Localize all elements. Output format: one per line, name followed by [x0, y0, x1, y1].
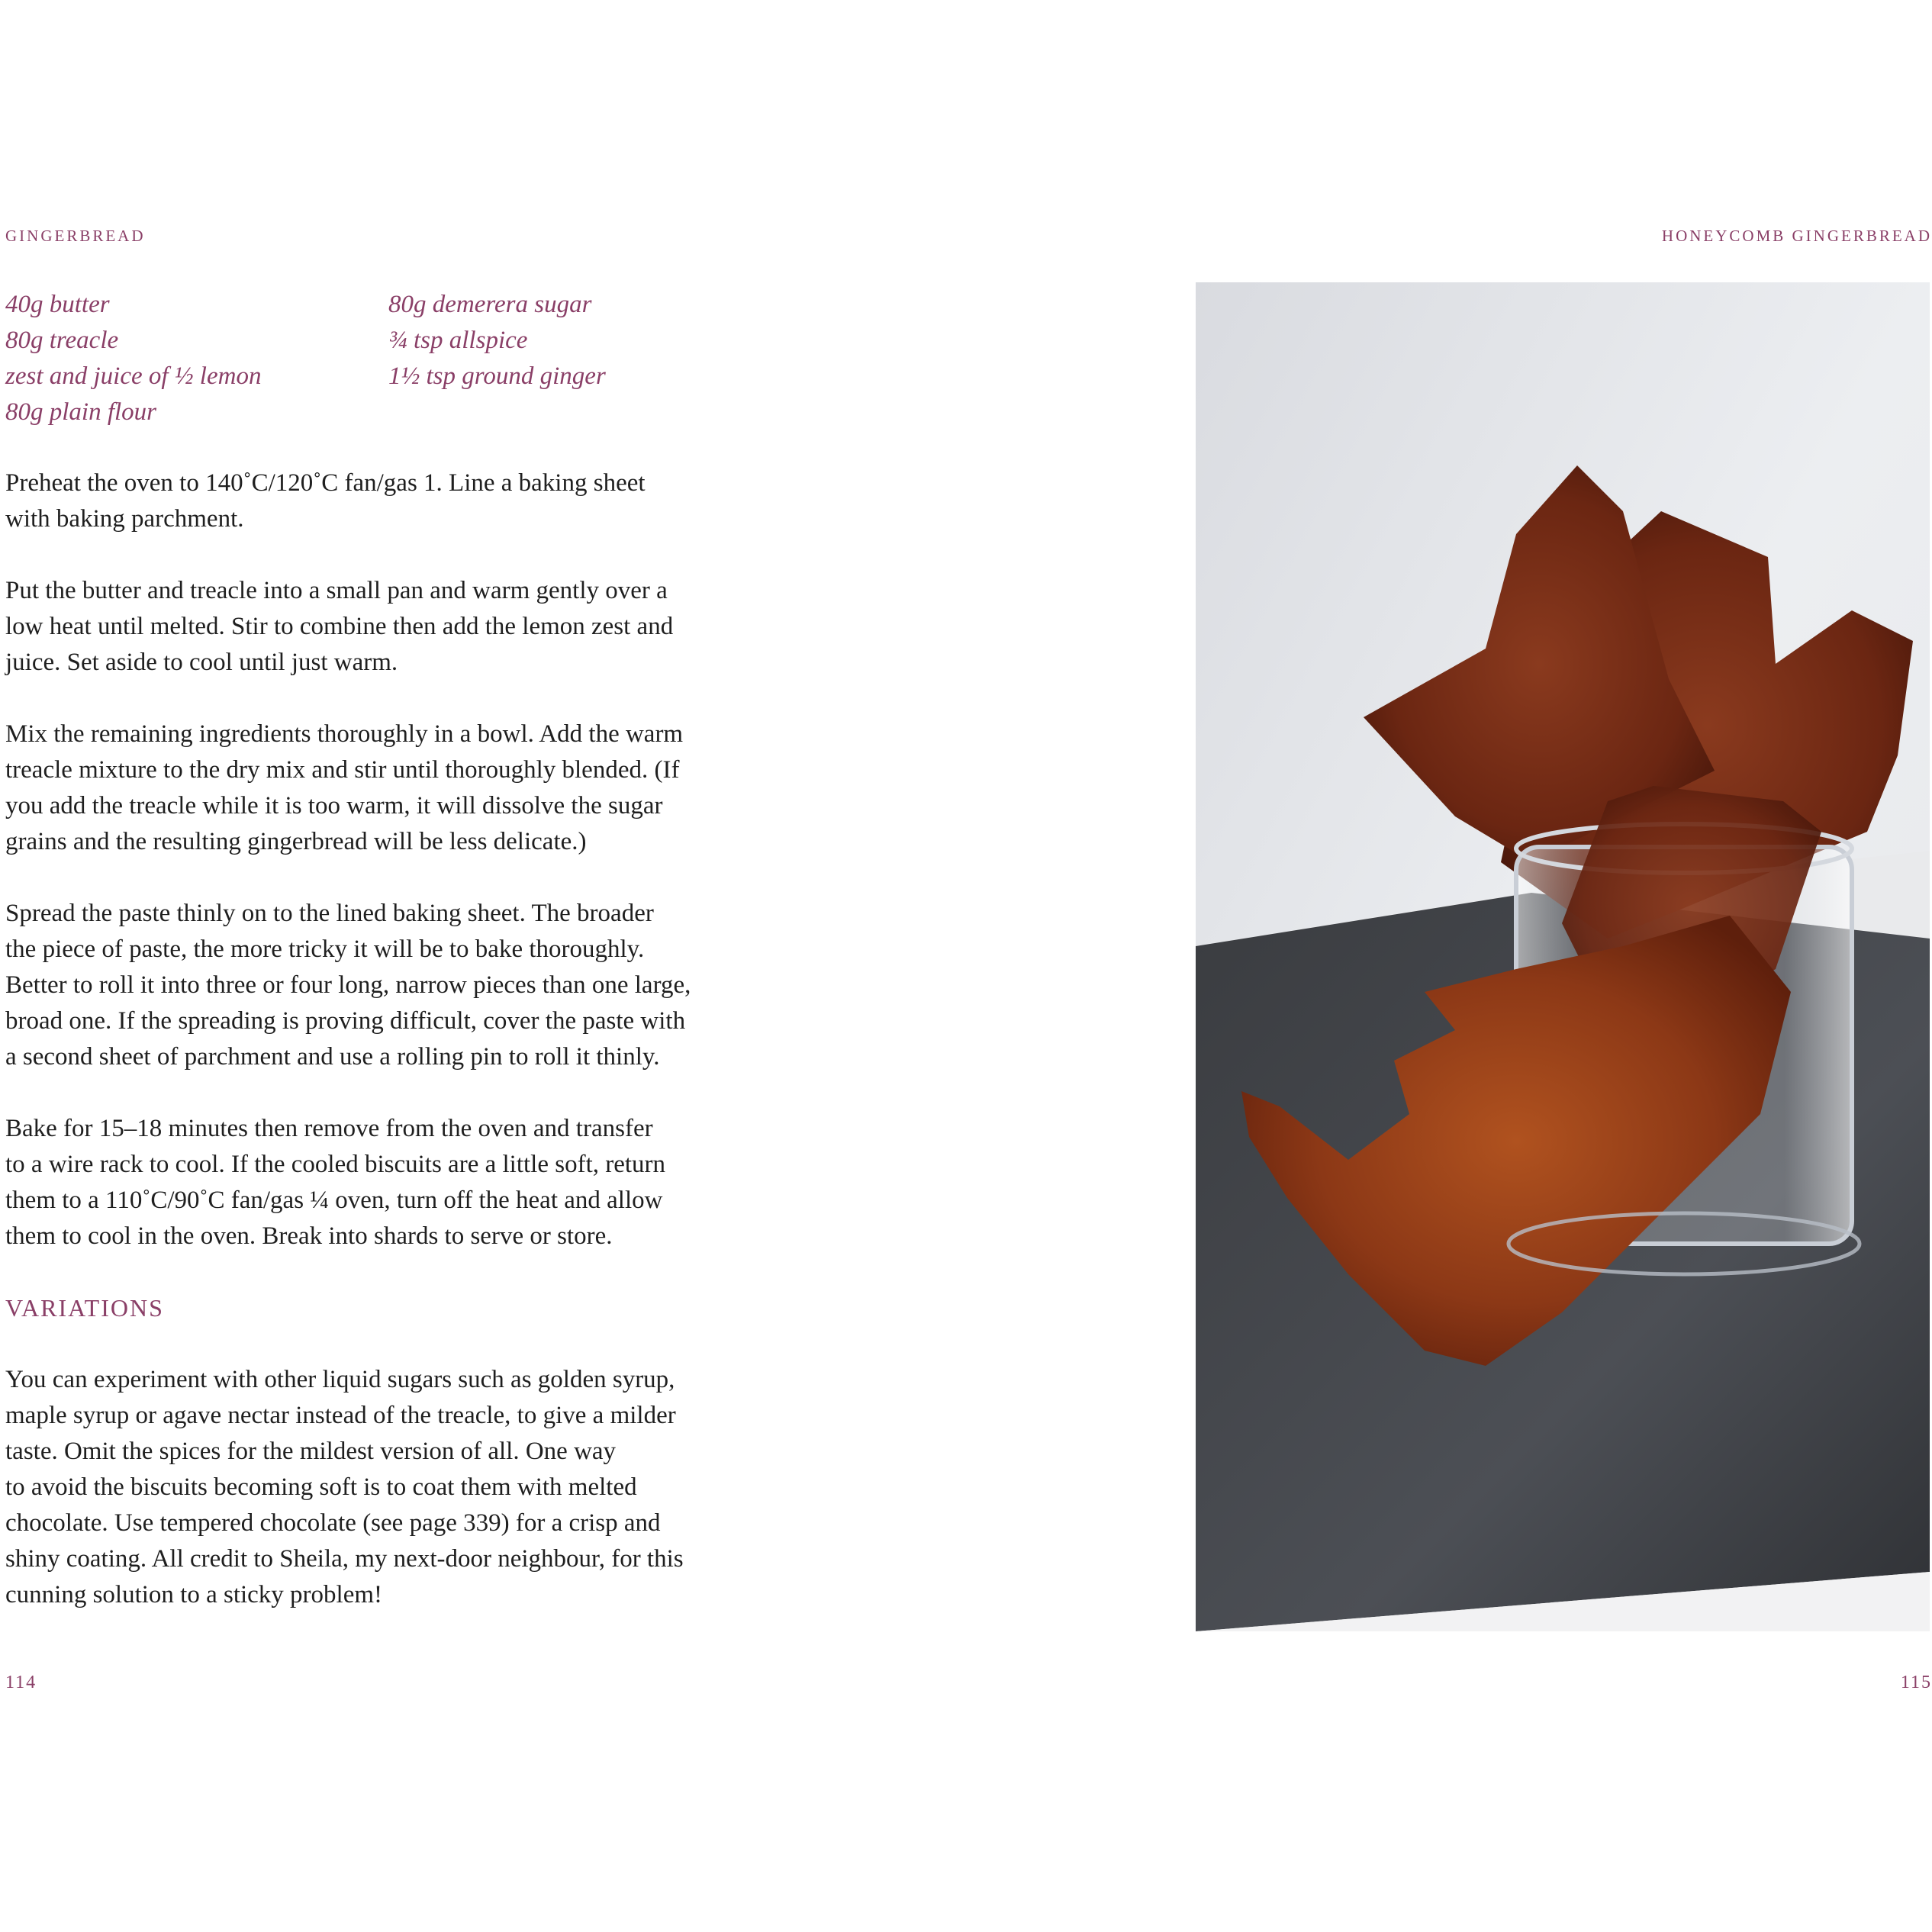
method-paragraph: Spread the paste thinly on to the lined baking sheet. The broader the piece of paste, the more tricky it will be to bake thoroughly. Better to roll it into three or four long, narrow pieces than one large, broad one. If the spreading is proving difficult, cover the paste with a second sheet of parchment and use a rolling pin to roll it thinly. — [5, 900, 691, 1071]
method-paragraph: Bake for 15–18 minutes then remove from the oven and transfer to a wire rack to cool. If the cooled biscuits are a little soft, return them to a 110˚C/90˚C fan/gas ¼ oven, turn off the heat and allow them to cool in the oven. Break into shards to serve or store. — [5, 1115, 666, 1250]
ingredient-item: zest and juice of ½ lemon — [5, 362, 262, 390]
variations-heading: VARIATIONS — [5, 1294, 164, 1322]
ingredients-column-1 — [5, 287, 261, 430]
method-text — [5, 465, 753, 1649]
ingredient-item: ¾ tsp allspice — [388, 327, 528, 354]
ingredient-item: 1½ tsp ground ginger — [388, 362, 606, 390]
running-head-left: GINGERBREAD — [5, 227, 146, 245]
method-paragraph: Mix the remaining ingredients thoroughly in a bowl. Add the warm treacle mixture to the dry mix and stir until thoroughly blended. (If you add the treacle while it is too warm, it will dissolve the sugar grains and the resulting gingerbread will be less delicate.) — [5, 720, 684, 855]
variations-paragraph: You can experiment with other liquid sugars such as golden syrup, maple syrup or agave nectar instead of the treacle, to give a milder taste. Omit the spices for the mildest version of all. One way to avoid the biscuits becoming soft is to coat them with melted chocolate. Use tempered chocolate (see page 339) for a crisp and shiny coating. All credit to Sheila, my next-door neighbour, for this cunning solution to a sticky problem! — [5, 1366, 684, 1608]
page-number-right: 115 — [1900, 1673, 1932, 1692]
ingredient-item: 40g butter — [5, 291, 110, 318]
ingredients-column-2 — [388, 287, 606, 394]
ingredient-item: 80g demerera sugar — [388, 291, 592, 318]
ingredient-item: 80g treacle — [5, 327, 119, 354]
ingredient-item: 80g plain flour — [5, 398, 157, 426]
gingerbread-photo — [1196, 282, 1930, 1631]
method-paragraph: Preheat the oven to 140˚C/120˚C fan/gas 1. Line a baking sheet with baking parchment. — [5, 469, 646, 533]
method-paragraph: Put the butter and treacle into a small pan and warm gently over a low heat until melted. Stir to combine then add the lemon zest and juice. Set aside to cool until just warm. — [5, 577, 674, 676]
page-number-left: 114 — [5, 1673, 37, 1692]
running-head-right: HONEYCOMB GINGERBREAD — [1661, 227, 1932, 245]
